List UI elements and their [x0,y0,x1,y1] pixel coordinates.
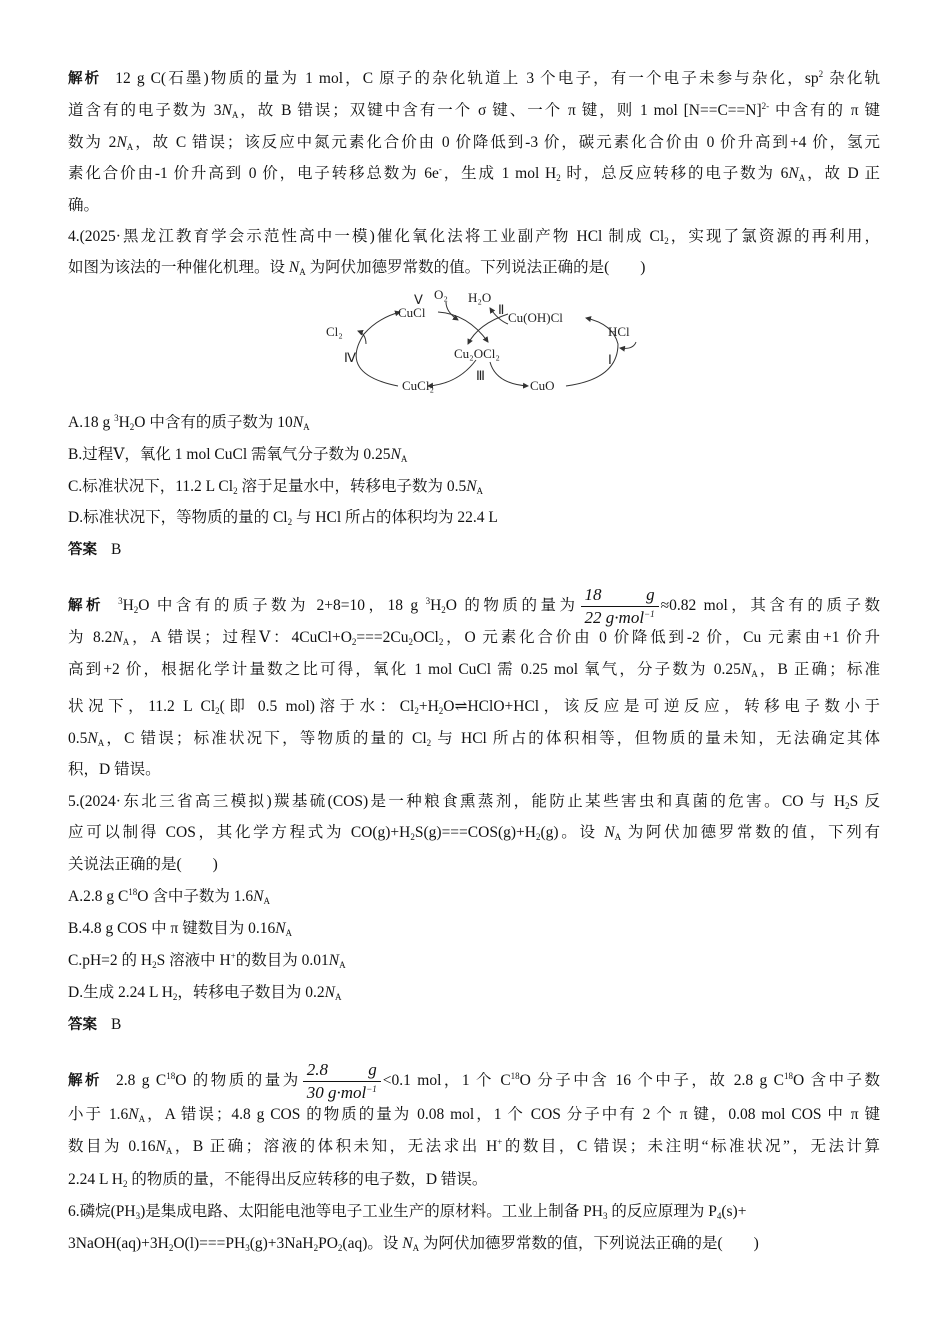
text-line: 答案 B [68,541,122,558]
text-line: 应可以制得 COS，其化学方程式为 $CO(g)+H_2S(g)===COS(g)+H_2(g)$。设 $N_A$ 为阿伏加德罗常数的值，下列有 [68,824,880,842]
text-line: 状况下，11.2 L $Cl_2$(即 0.5 mol)溶于水：$Cl_2+H_2O\rightleftharpoons HClO+HCl$，该反应是可逆反应，转移电子数小于 [68,698,880,716]
text-line: 6.磷烷$(PH_3)$是集成电路、太阳能电池等电子工业生产的原材料。工业上制备 $PH_3$ 的反应原理为 $P_4(s)+$ [68,1203,747,1221]
label-cu2ocl2: Cu₂OCl₂ [454,346,500,361]
label-step-4: Ⅳ [344,350,356,365]
label-cucl: CuCl [398,305,426,320]
label-step-1: Ⅰ [608,352,612,367]
text-line: C.标准状况下，11.2 L $Cl_2$ 溶于足量水中，转移电子数为 $0.5N_A$ [68,478,484,496]
arrow-o2-in [446,302,458,320]
text-line: 数目为 $0.16N_A$，B 正确；溶液的体积未知，无法求出 H+的数目，C 错误；未注明“标准状况”，无法计算 [68,1137,880,1156]
label-cucl2: CuCl₂ [402,378,434,393]
text-line: A.2.8 g $C^{18}O$ 含中子数为 $1.6N_A$ [68,887,270,906]
text-line: A.18 g $^3H_2O$ 中含有的质子数为 $10N_A$ [68,413,310,432]
label-hcl: HCl [608,324,630,339]
text-line: 5.(2024·东北三省高三模拟)羰基硫(COS)是一种粮食熏蒸剂，能防止某些害虫和真菌的危害。CO 与 $H_2S$ 反 [68,793,880,811]
text-line: 如图为该法的一种催化机理。设 $N_A$ 为阿伏加德罗常数的值。下列说法正确的是( ) [68,259,646,277]
arrow-cu2ocl2-to-cucl2 [428,360,476,386]
text-line: 确。 [68,197,100,214]
text-line: D.生成 2.24 L $H_2$，转移电子数目为 $0.2N_A$ [68,984,342,1002]
text-line: 小于 $1.6N_A$，A 错误；4.8 g COS 的物质的量为 0.08 mol，1 个 COS 分子中有 2 个 π 键，0.08 mol COS 中 π 键 [68,1106,880,1124]
arrow-cucl2-to-cucl [356,312,400,386]
label-h2o: H₂O [468,290,492,305]
text-line: 积，D 错误。 [68,761,161,778]
text-line: 答案 B [68,1016,122,1033]
label-step-2: Ⅱ [498,302,505,317]
text-line: 解析 12 g C(石墨)物质的量为 1 mol，C 原子的杂化轨道上 3 个电子，有一个电子未参与杂化，$sp^2$ 杂化轨 [68,69,880,87]
text-line: 数为 $2N_A$，故 C 错误；该反应中氮元素化合价由 0 价降低到-3 价，碳元素化合价由 0 价升高到+4 价，氢元 [68,134,880,152]
text-line: C.pH=2 的 $H_2S$ 溶液中 H+的数目为 $0.01N_A$ [68,951,346,970]
text-line: B.4.8 g COS 中 π 键数目为 $0.16N_A$ [68,920,293,938]
text-line: $0.5N_A$，C 错误；标准状况下，等物质的量的 $Cl_2$ 与 HCl 所占的体积相等，但物质的量未知，无法确定其体 [68,730,881,748]
text-line: 解析 $^3H_2O$ 中含有的质子数为 2+8=10，18 g $^3H_2O$ 的物质的量为 $\frac{18 g}{22 g\cdot mol^{-1}}$ ≈0.82 mol，其含有的质子数 [68,585,880,627]
label-cuo: CuO [530,378,555,393]
label-o2: O₂ [434,287,448,302]
text-line: B.过程Ⅴ，氧化 1 mol CuCl 需氧气分子数为 $0.25N_A$ [68,446,408,464]
text-line: 2.24 L $H_2$ 的物质的量，不能得出反应转移的电子数，D 错误。 [68,1171,488,1189]
label-cl2: Cl₂ [326,324,343,339]
text-line: D.标准状况下，等物质的量的 $Cl_2$ 与 HCl 所占的体积均为 22.4 L [68,509,498,527]
arrow-cu2ocl2-to-cuo [490,362,528,386]
label-cuohcl: Cu(OH)Cl [508,310,563,325]
text-line: $3NaOH(aq)+3H_2O(l)===PH_3(g)+3NaH_2PO_2(aq)$。设 $N_A$ 为阿伏加德罗常数的值，下列说法正确的是( ) [68,1235,759,1253]
text-line: 道含有的电子数为 $3N_A$，故 B 错误；双键中含有一个 σ 键、一个 π 键，则 1 mol [N==C==N]$^{2-}$ 中含有的 π 键 [68,101,880,120]
catalytic-mechanism-diagram [318,284,648,400]
label-step-3: Ⅲ [476,368,485,383]
text-line: 关说法正确的是( ) [68,856,218,873]
text-line: 为 $8.2N_A$，A 错误；过程Ⅴ：$4CuCl+O_2===2Cu_2OCl_2$，O 元素化合价由 0 价降低到-2 价，Cu 元素由+1 价升 [68,629,880,647]
arrow-cuohcl-to-cu2ocl2 [468,314,508,344]
arrow-cucl-to-cu2ocl2 [438,312,488,342]
label-step-5: Ⅴ [414,292,423,307]
text-line: 解析 2.8 g $C^{18}O$ 的物质的量为 $\frac{2.8 g}{30 g\cdot mol^{-1}}$ <0.1 mol，1 个 $C^{18}O$ 分子中含 16 个中子，故 2.8 g $C^{18}O$ 含中子数 [68,1060,880,1102]
text-line: 高到+2 价，根据化学计量数之比可得，氧化 1 mol CuCl 需 0.25 mol 氧气，分子数为 $0.25N_A$，B 正确；标准 [68,661,881,679]
text-line: 4.(2025·黑龙江教育学会示范性高中一模)催化氧化法将工业副产物 HCl 制成 $Cl_2$，实现了氯资源的再利用， [68,228,880,246]
text-line: 素化合价由-1 价升高到 0 价，电子转移总数为 6e-，生成 1 mol $H_2$ 时，总反应转移的电子数为 $6N_A$，故 D 正 [68,164,880,183]
arrow-hcl-in [620,342,636,348]
